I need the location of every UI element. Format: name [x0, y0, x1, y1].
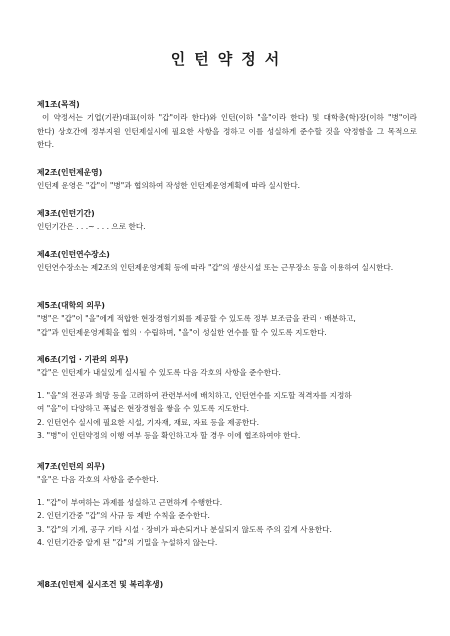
article-heading: 제2조(인턴제운영) [37, 168, 103, 177]
list-item: 3. "갑"의 기계, 공구 기타 시설 · 장비가 파손되거나 분실되지 않도록 주의 깊게 사용한다. [37, 524, 332, 534]
article-heading: 제5조(대학의 의무) [37, 301, 105, 310]
list-item: 2. 인턴연수 실시에 필요한 시설, 기자재, 재료, 자료 등을 제공한다. [37, 417, 260, 427]
article-text-line: "병"은 "갑"이 "을"에게 적합한 현장경험기회를 제공할 수 있도록 정부 보조금을 관리 · 배분하고, [37, 314, 356, 324]
article-items [37, 389, 417, 443]
article-4 [37, 248, 417, 275]
article-8 [37, 578, 417, 591]
article-1 [37, 98, 417, 152]
article-5 [37, 299, 417, 339]
list-item: 2. 인턴기간중 "갑"의 사규 등 제반 수칙을 준수한다. [37, 511, 210, 521]
list-item: 1. "을"의 전공과 희망 등을 고려하여 관련부서에 배치하고, 인턴연수를 지도할 적격자를 지정하 [37, 390, 352, 400]
article-items [37, 496, 417, 550]
list-item: 1. "갑"이 부여하는 과제를 성실하고 근면하게 수행한다. [37, 497, 223, 507]
article-heading: 제4조(인턴연수장소) [37, 250, 110, 259]
article-6 [37, 353, 417, 442]
document-title: 인턴약정서 [170, 50, 289, 68]
article-text: 인턴제 운영은 "갑"이 "병"과 협의하여 작성한 인턴제운영계획에 따라 실시한다. [37, 181, 301, 191]
article-heading: 제8조(인턴제 실시조건 및 복리후생) [37, 580, 164, 589]
article-text: 이 약정서는 기업(기관)대표(이하 "갑"이라 한다)와 인턴(이하 "을"이라 한다) 및 대학총(학)장(이하 "병"이라 한다) 상호간에 정부지원 인턴제실시에 필요한 사항을 정하고 이를 성실하게 준수할 것을 약정함을 그 목적으로 한다. [37, 113, 417, 150]
article-text: 인턴연수장소는 제2조의 인턴제운영계획 등에 따라 "갑"의 생산시설 또는 근무장소 등을 이용하여 실시한다. [37, 263, 394, 273]
article-3 [37, 207, 417, 234]
article-text: 인턴기간은 . . .~ . . . 으로 한다. [37, 222, 146, 232]
article-intro: "갑"은 인턴제가 내실있게 실시될 수 있도록 다음 각호의 사항을 준수한다. [37, 368, 281, 378]
article-heading: 제6조(기업 · 기관의 의무) [37, 355, 129, 364]
list-item: 4. 인턴기간중 알게 된 "갑"의 기밀을 누설하지 않는다. [37, 538, 218, 548]
article-intro: "을"은 다음 각호의 사항을 준수한다. [37, 475, 159, 485]
list-item: 여 "을"이 다양하고 폭넓은 현장경험을 쌓을 수 있도록 지도한다. [37, 404, 250, 414]
article-heading: 제1조(목적) [37, 100, 80, 109]
article-7 [37, 460, 417, 549]
article-heading: 제7조(인턴의 의무) [37, 462, 105, 471]
article-text-line: "갑"과 인턴제운영계획을 협의 · 수립하며, "을"이 성실한 연수를 할 수 있도록 지도한다. [37, 327, 327, 337]
article-heading: 제3조(인턴기간) [37, 209, 95, 218]
list-item: 3. "병"이 인턴약정의 이행 여부 등을 확인하고자 할 경우 이에 협조하여야 한다. [37, 431, 301, 441]
article-2 [37, 166, 417, 193]
